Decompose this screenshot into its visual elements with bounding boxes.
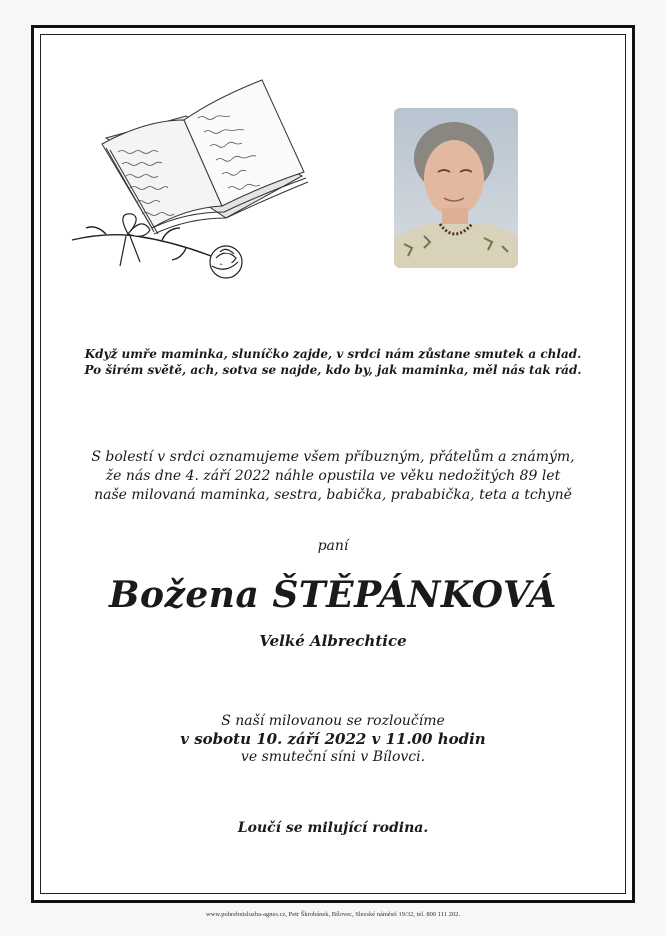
memorial-verse — [40, 346, 626, 378]
farewell-line-1: S naší milovanou se rozloučíme — [221, 713, 445, 729]
portrait-photo — [394, 108, 518, 268]
announcement-line-2: že nás dne 4. září 2022 náhle opustila ve věku nedožitých 89 let — [105, 468, 561, 484]
funeral-location: ve smuteční síni v Bílovci. — [240, 749, 426, 765]
funeral-details — [40, 712, 626, 766]
woman-portrait-icon — [394, 108, 518, 268]
verse-line-2: Po širém světě, ach, sotva se najde, kdo by, jak maminka, měl nás tak rád. — [84, 363, 582, 377]
family-signoff: Loučí se milující rodina. — [237, 820, 429, 836]
deceased-name: Božena ŠTĚPÁNKOVÁ — [109, 574, 557, 616]
salutation: paní — [317, 538, 349, 554]
announcement-line-3: naše milovaná maminka, sestra, babička, prababička, teta a tchyně — [94, 487, 572, 503]
death-announcement — [40, 448, 626, 505]
funeral-date-time: v sobotu 10. září 2022 v 11.00 hodin — [180, 730, 486, 748]
verse-line-1: Když umře maminka, sluníčko zajde, v srdci nám zůstane smutek a chlad. — [84, 347, 582, 361]
funeral-service-footer: www.pohrebnisluzba-agnes.cz, Petr Škrobánek, Bílovec, Slezské náměstí 19/32, tel. 800 111 202. — [206, 911, 460, 918]
announcement-line-1: S bolestí v srdci oznamujeme všem příbuzným, přátelům a známým, — [91, 449, 575, 465]
open-book-with-rose-icon — [66, 68, 312, 288]
deceased-town: Velké Albrechtice — [259, 632, 407, 650]
